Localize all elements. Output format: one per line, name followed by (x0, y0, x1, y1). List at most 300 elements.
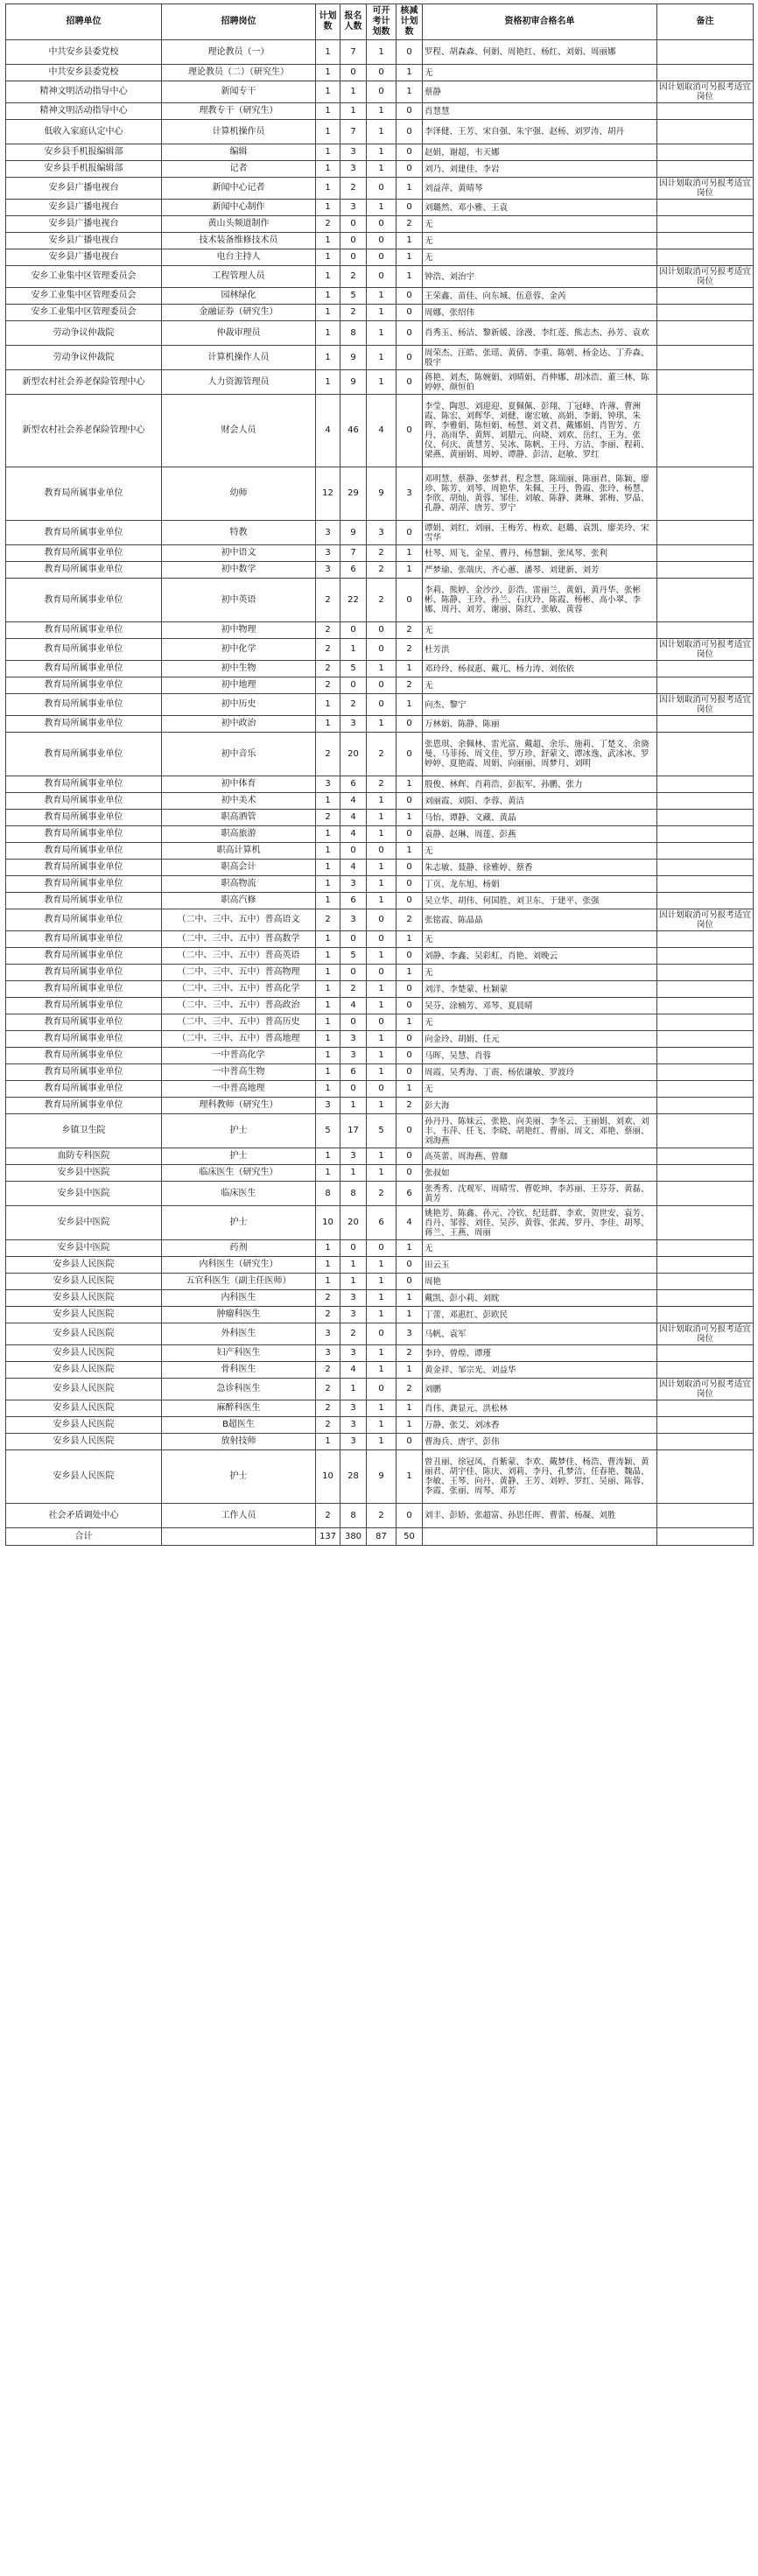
cell-plan: 2 (316, 733, 340, 776)
table-row (6, 909, 754, 931)
cell-names: 李莉、熊婷、金沙沙、彭浩、雷丽兰、黄娟、黄丹华、张彬彬、陈静、王玲、孙兰、石庆玲、陈霞、杨彬、高小翠、李娜、周丹、刘芳、谢丽、陈红、张敏、黄蓉 (423, 579, 657, 622)
cell-unit: 教育局所属事业单位 (6, 998, 162, 1014)
cell-note (657, 965, 754, 981)
header-row (6, 4, 754, 40)
cell-cut: 2 (397, 1345, 423, 1362)
table-row (6, 521, 754, 545)
cell-post: 职高旅游 (162, 826, 316, 843)
cell-cut: 1 (397, 1400, 423, 1417)
cell-cut: 1 (397, 1290, 423, 1307)
cell-post: 职高酒管 (162, 810, 316, 826)
cell-cut: 4 (397, 1206, 423, 1240)
cell-plan: 10 (316, 1206, 340, 1240)
table-row (6, 776, 754, 793)
cell-plan: 1 (316, 120, 340, 144)
cell-post: 外科医生 (162, 1323, 316, 1345)
cell-names: 张叔如 (423, 1165, 657, 1182)
cell-unit: 教育局所属事业单位 (6, 810, 162, 826)
cell-open: 0 (367, 1323, 397, 1345)
cell-names: 丁页、龙东旭、杨娟 (423, 876, 657, 893)
cell-names: 殷俊、林辉、肖莉浩、彭振军、孙鹏、张力 (423, 776, 657, 793)
cell-plan: 1 (316, 1434, 340, 1450)
table-row (6, 1148, 754, 1165)
cell-post: 园林绿化 (162, 288, 316, 305)
table-row (6, 65, 754, 81)
cell-open: 1 (367, 1257, 397, 1274)
cell-names: 丁蕾、邓惠红、彭欧民 (423, 1307, 657, 1323)
cell-applied: 4 (340, 998, 367, 1014)
cell-applied: 3 (340, 1290, 367, 1307)
cell-names: 李莹、陶思、刘迎迎、夏佩佩、彭翔、丁冠峰、许薄、曹洲霞、陈宏、刘辉华、刘健、谢宏敏、高娟、李娟、钟琪、朱晖、李雅娟、陈恒娟、杨慧、刘文君、戴娜娟、肖智芳、方丹、高雨华、黄辉、刘腊元、向晓、刘欢、岳红、王为、张仪、何庆、黄慧芳、吴冰、陈帆、王丹、方洁、李丽、程莉、梁燕、黄丽娟、周婷、谭静、彭洁、赵敏、罗红 (423, 395, 657, 467)
cell-unit: 精神文明活动指导中心 (6, 81, 162, 103)
qualification-list-table (5, 4, 754, 1546)
cell-applied: 0 (340, 1081, 367, 1098)
cell-post: 初中化学 (162, 639, 316, 661)
cell-open: 1 (367, 793, 397, 810)
cell-cut: 1 (397, 965, 423, 981)
cell-post: 初中美术 (162, 793, 316, 810)
table-row (6, 843, 754, 860)
cell-open: 0 (367, 1379, 397, 1400)
cell-applied: 8 (340, 321, 367, 346)
cell-post: 护士 (162, 1148, 316, 1165)
cell-cut: 0 (397, 733, 423, 776)
cell-open: 0 (367, 178, 397, 200)
cell-applied: 29 (340, 467, 367, 521)
cell-note (657, 931, 754, 948)
cell-note (657, 826, 754, 843)
cell-names: 刘静、李鑫、吴彩虹、肖艳、刘晚云 (423, 948, 657, 965)
cell-applied: 3 (340, 1400, 367, 1417)
cell-applied: 0 (340, 843, 367, 860)
cell-applied: 0 (340, 677, 367, 694)
cell-post: 护士 (162, 1206, 316, 1240)
cell-names: 严梦瑜、张端庆、齐心蕙、潘琴、刘建新、刘芳 (423, 562, 657, 579)
cell-note (657, 1274, 754, 1290)
cell-open: 3 (367, 521, 397, 545)
table-row (6, 346, 754, 370)
cell-unit: 精神文明活动指导中心 (6, 103, 162, 120)
cell-cut: 1 (397, 178, 423, 200)
table-row (6, 178, 754, 200)
table-row (6, 793, 754, 810)
cell-cut: 0 (397, 876, 423, 893)
cell-plan: 1 (316, 965, 340, 981)
cell-names: 田云玉 (423, 1257, 657, 1274)
cell-post: 财会人员 (162, 395, 316, 467)
cell-note (657, 1450, 754, 1504)
cell-note: 因计划取消可另报考适宜岗位 (657, 909, 754, 931)
cell-post: 一中普高地理 (162, 1081, 316, 1098)
cell-open: 0 (367, 931, 397, 948)
cell-unit: 安乡县人民医院 (6, 1450, 162, 1504)
cell-cut: 1 (397, 931, 423, 948)
cell-note (657, 1064, 754, 1081)
table-row (6, 1182, 754, 1206)
cell-applied: 9 (340, 346, 367, 370)
cell-open: 1 (367, 161, 397, 178)
cell-applied: 17 (340, 1114, 367, 1148)
cell-post: （二中、三中、五中）普高化学 (162, 981, 316, 998)
cell-names: 张恩琪、余佩林、雷光富、戴超、余乐、施莉、丁楚文、余旖曼、马菲扬、周文佳、罗万珍、舒蒙文、谭冰逸、武冰冰、罗婷婷、夏艳霞、周娟、向丽丽、周梦月、刘明 (423, 733, 657, 776)
cell-names: 杜芳洪 (423, 639, 657, 661)
cell-cut: 0 (397, 1048, 423, 1064)
cell-post: 理科教师（研究生） (162, 1098, 316, 1114)
cell-plan: 1 (316, 843, 340, 860)
cell-applied: 3 (340, 1048, 367, 1064)
cell-plan: 1 (316, 948, 340, 965)
cell-names: 无 (423, 233, 657, 249)
cell-open: 0 (367, 694, 397, 716)
cell-plan: 3 (316, 545, 340, 562)
cell-open: 1 (367, 200, 397, 216)
cell-plan: 1 (316, 288, 340, 305)
cell-note (657, 1182, 754, 1206)
cell-applied: 2 (340, 1323, 367, 1345)
cell-note (657, 793, 754, 810)
cell-applied: 5 (340, 948, 367, 965)
cell-unit: 教育局所属事业单位 (6, 1014, 162, 1031)
table-row (6, 931, 754, 948)
table-row (6, 1504, 754, 1528)
cell-applied: 0 (340, 65, 367, 81)
cell-names: 曾丑丽、徐冠凤、肖紫蒙、李欢、戴梦佳、杨浩、曹涛颖、黄丽君、胡宇佳、陈庆、刘莉、李丹、孔梦洁、任春艳、魏晶、李敏、王琴、向丹、黄静、王芳、刘婷、罗红、吴丽、陈蓉、李霞、张丽、周琴、邓芳 (423, 1450, 657, 1504)
table-row (6, 1240, 754, 1257)
table-row (6, 321, 754, 346)
cell-note (657, 661, 754, 677)
cell-applied: 1 (340, 639, 367, 661)
cell-applied: 0 (340, 965, 367, 981)
cell-unit: 安乡县人民医院 (6, 1379, 162, 1400)
cell-names: 无 (423, 1081, 657, 1098)
cell-note (657, 1307, 754, 1323)
cell-applied: 2 (340, 266, 367, 288)
cell-cut: 1 (397, 661, 423, 677)
cell-applied: 1 (340, 1274, 367, 1290)
cell-open: 1 (367, 1148, 397, 1165)
cell-applied: 7 (340, 545, 367, 562)
cell-post: 五官科医生（副主任医师） (162, 1274, 316, 1290)
cell-note (657, 860, 754, 876)
cell-cut: 1 (397, 843, 423, 860)
cell-post: （二中、三中、五中）普高政治 (162, 998, 316, 1014)
cell-post: B超医生 (162, 1417, 316, 1434)
cell-applied: 2 (340, 694, 367, 716)
cell-names: 张秀秀、沈观军、周晴雪、曹乾坤、李苏丽、王芬芬、黄磊、黄芳 (423, 1182, 657, 1206)
table-row (6, 733, 754, 776)
cell-names: 向金玲、胡娟、任元 (423, 1031, 657, 1048)
cell-cut: 1 (397, 65, 423, 81)
cell-post: 一中普高化学 (162, 1048, 316, 1064)
cell-open: 1 (367, 370, 397, 395)
cell-cut: 0 (397, 370, 423, 395)
cell-note (657, 233, 754, 249)
cell-cut: 1 (397, 776, 423, 793)
table-row (6, 1379, 754, 1400)
table-row (6, 1031, 754, 1048)
cell-note (657, 1031, 754, 1048)
cell-note: 因计划取消可另报考适宜岗位 (657, 639, 754, 661)
cell-open: 1 (367, 120, 397, 144)
cell-unit: 新型农村社会养老保险管理中心 (6, 395, 162, 467)
cell-plan: 2 (316, 1362, 340, 1379)
cell-post: 初中体育 (162, 776, 316, 793)
cell-open: 1 (367, 103, 397, 120)
cell-open: 0 (367, 909, 397, 931)
cell-unit: 安乡县手机报编辑部 (6, 161, 162, 178)
table-row (6, 661, 754, 677)
cell-unit: 劳动争议仲裁院 (6, 346, 162, 370)
cell-applied: 1 (340, 1257, 367, 1274)
cell-applied: 0 (340, 1014, 367, 1031)
cell-plan: 3 (316, 1323, 340, 1345)
cell-plan: 1 (316, 981, 340, 998)
cell-post: 新闻中心制作 (162, 200, 316, 216)
cell-applied: 4 (340, 810, 367, 826)
cell-note (657, 1400, 754, 1417)
cell-note (657, 249, 754, 266)
cell-plan: 1 (316, 200, 340, 216)
cell-plan: 1 (316, 65, 340, 81)
cell-open: 0 (367, 216, 397, 233)
cell-plan: 1 (316, 1014, 340, 1031)
table-row (6, 1098, 754, 1114)
cell-post: 一中普高生物 (162, 1064, 316, 1081)
cell-post: 计算机操作人员 (162, 346, 316, 370)
cell-unit: 教育局所属事业单位 (6, 562, 162, 579)
cell-open: 1 (367, 346, 397, 370)
cell-note (657, 395, 754, 467)
cell-plan: 1 (316, 893, 340, 909)
cell-names: 孙丹丹、陈妹云、张艳、向美丽、李冬云、王丽娟、刘欢、刘丰、韦萍、任飞、李晓、胡艳红、曹丽、周文、邓艳、蔡丽、刘海燕 (423, 1114, 657, 1148)
cell-names: 马怡、谭静、文藏、黄晶 (423, 810, 657, 826)
cell-post: 理论教员（一） (162, 40, 316, 65)
table-row (6, 545, 754, 562)
cell-names: 周霞、吴秀海、丁震、杨依谦敏、罗波玲 (423, 1064, 657, 1081)
cell-post: 编辑 (162, 144, 316, 161)
cell-post: 工程管理人员 (162, 266, 316, 288)
table-row (6, 288, 754, 305)
cell-names: 曹海兵、唐宇、彭伟 (423, 1434, 657, 1450)
table-row (6, 1307, 754, 1323)
cell-open: 1 (367, 876, 397, 893)
cell-applied: 6 (340, 1064, 367, 1081)
cell-applied: 7 (340, 120, 367, 144)
cell-cut: 0 (397, 1114, 423, 1148)
cell-plan: 1 (316, 876, 340, 893)
cell-post: 技术装备维修技术员 (162, 233, 316, 249)
table-row (6, 677, 754, 694)
table-row (6, 1434, 754, 1450)
cell-applied: 3 (340, 909, 367, 931)
cell-plan: 1 (316, 931, 340, 948)
cell-plan: 1 (316, 1064, 340, 1081)
total-label: 合计 (6, 1528, 162, 1546)
cell-cut: 0 (397, 1504, 423, 1528)
cell-applied: 9 (340, 521, 367, 545)
cell-names: 刘丰、彭娇、张超富、孙思任晖、曹蕾、杨凝、刘胜 (423, 1504, 657, 1528)
cell-post: 肿瘤科医生 (162, 1307, 316, 1323)
recruitment-qualification-table (5, 4, 753, 1546)
cell-names: 无 (423, 677, 657, 694)
cell-plan: 1 (316, 1165, 340, 1182)
cell-cut: 2 (397, 1379, 423, 1400)
cell-cut: 1 (397, 694, 423, 716)
cell-open: 4 (367, 395, 397, 467)
cell-cut: 1 (397, 1014, 423, 1031)
cell-plan: 1 (316, 1048, 340, 1064)
cell-note (657, 1362, 754, 1379)
table-row (6, 1274, 754, 1290)
cell-applied: 3 (340, 1417, 367, 1434)
cell-post: 妇产科医生 (162, 1345, 316, 1362)
header-plan: 计划数 (316, 4, 340, 40)
cell-unit: 安乡县人民医院 (6, 1417, 162, 1434)
cell-open: 1 (367, 305, 397, 321)
cell-unit: 教育局所属事业单位 (6, 1048, 162, 1064)
cell-names: 周艳 (423, 1274, 657, 1290)
cell-plan: 4 (316, 395, 340, 467)
cell-cut: 0 (397, 1274, 423, 1290)
table-row (6, 467, 754, 521)
cell-applied: 1 (340, 1165, 367, 1182)
cell-unit: 教育局所属事业单位 (6, 545, 162, 562)
table-row (6, 40, 754, 65)
cell-plan: 2 (316, 1290, 340, 1307)
cell-unit: 安乡县中医院 (6, 1182, 162, 1206)
cell-post: 特教 (162, 521, 316, 545)
table-row (6, 1323, 754, 1345)
cell-cut: 1 (397, 1450, 423, 1504)
cell-open: 1 (367, 1362, 397, 1379)
cell-open: 2 (367, 562, 397, 579)
cell-cut: 1 (397, 1362, 423, 1379)
cell-open: 1 (367, 661, 397, 677)
total-names-empty (423, 1528, 657, 1546)
cell-plan: 5 (316, 1114, 340, 1148)
cell-cut: 0 (397, 521, 423, 545)
cell-unit: 教育局所属事业单位 (6, 716, 162, 733)
cell-cut: 0 (397, 793, 423, 810)
cell-unit: 低收入家庭认定中心 (6, 120, 162, 144)
cell-open: 1 (367, 716, 397, 733)
cell-note (657, 103, 754, 120)
cell-applied: 3 (340, 161, 367, 178)
cell-names: 刘丽霞、刘阳、李蓉、黄洁 (423, 793, 657, 810)
table-row (6, 305, 754, 321)
cell-applied: 3 (340, 1307, 367, 1323)
cell-names: 朱志敏、聂静、徐雅婷、蔡香 (423, 860, 657, 876)
cell-applied: 6 (340, 776, 367, 793)
cell-unit: 教育局所属事业单位 (6, 521, 162, 545)
cell-applied: 5 (340, 661, 367, 677)
cell-post: 内科医生（研究生） (162, 1257, 316, 1274)
cell-plan: 1 (316, 321, 340, 346)
cell-applied: 2 (340, 305, 367, 321)
cell-cut: 1 (397, 810, 423, 826)
total-note-empty (657, 1528, 754, 1546)
header-post: 招聘岗位 (162, 4, 316, 40)
table-row (6, 1450, 754, 1504)
cell-open: 0 (367, 266, 397, 288)
cell-applied: 3 (340, 1345, 367, 1362)
cell-cut: 0 (397, 1434, 423, 1450)
cell-cut: 0 (397, 716, 423, 733)
cell-plan: 2 (316, 1307, 340, 1323)
cell-plan: 1 (316, 305, 340, 321)
cell-open: 1 (367, 948, 397, 965)
cell-plan: 3 (316, 521, 340, 545)
cell-note (657, 810, 754, 826)
cell-note (657, 305, 754, 321)
cell-post: 初中数学 (162, 562, 316, 579)
cell-note (657, 40, 754, 65)
cell-post: 初中地理 (162, 677, 316, 694)
cell-names: 肖慧慧 (423, 103, 657, 120)
table-row (6, 1165, 754, 1182)
table-row (6, 1290, 754, 1307)
cell-applied: 8 (340, 1182, 367, 1206)
cell-open: 1 (367, 288, 397, 305)
cell-unit: 血防专科医院 (6, 1148, 162, 1165)
cell-plan: 1 (316, 40, 340, 65)
cell-post: 黄山头频道制作 (162, 216, 316, 233)
cell-names: 万静、张艾、刘冰香 (423, 1417, 657, 1434)
cell-plan: 1 (316, 266, 340, 288)
table-row (6, 876, 754, 893)
cell-note (657, 521, 754, 545)
header-applied: 报名人数 (340, 4, 367, 40)
cell-plan: 1 (316, 178, 340, 200)
cell-names: 黄金祥、邹宗光、刘益华 (423, 1362, 657, 1379)
table-row (6, 216, 754, 233)
cell-unit: 安乡县中医院 (6, 1165, 162, 1182)
cell-cut: 0 (397, 144, 423, 161)
cell-applied: 5 (340, 288, 367, 305)
cell-open: 0 (367, 1081, 397, 1098)
table-row (6, 266, 754, 288)
cell-note (657, 1165, 754, 1182)
cell-open: 0 (367, 233, 397, 249)
cell-applied: 0 (340, 1240, 367, 1257)
cell-unit: 安乡县广播电视台 (6, 249, 162, 266)
cell-plan: 1 (316, 81, 340, 103)
cell-post: （二中、三中、五中）普高数学 (162, 931, 316, 948)
cell-unit: 安乡县广播电视台 (6, 233, 162, 249)
cell-open: 1 (367, 893, 397, 909)
table-row (6, 562, 754, 579)
cell-open: 0 (367, 1014, 397, 1031)
cell-unit: 教育局所属事业单位 (6, 579, 162, 622)
cell-plan: 1 (316, 1081, 340, 1098)
cell-unit: 教育局所属事业单位 (6, 733, 162, 776)
header-unit: 招聘单位 (6, 4, 162, 40)
cell-cut: 2 (397, 1098, 423, 1114)
cell-cut: 0 (397, 1257, 423, 1274)
cell-note (657, 120, 754, 144)
cell-post: 放射技师 (162, 1434, 316, 1450)
table-row (6, 981, 754, 998)
cell-note (657, 1014, 754, 1031)
cell-names: 向杰、黎宁 (423, 694, 657, 716)
total-open: 87 (367, 1528, 397, 1546)
cell-plan: 1 (316, 144, 340, 161)
cell-open: 0 (367, 639, 397, 661)
cell-open: 6 (367, 1206, 397, 1240)
cell-unit: 教育局所属事业单位 (6, 661, 162, 677)
cell-unit: 安乡工业集中区管理委员会 (6, 266, 162, 288)
cell-names: 肖伟、龚显元、洪松林 (423, 1400, 657, 1417)
